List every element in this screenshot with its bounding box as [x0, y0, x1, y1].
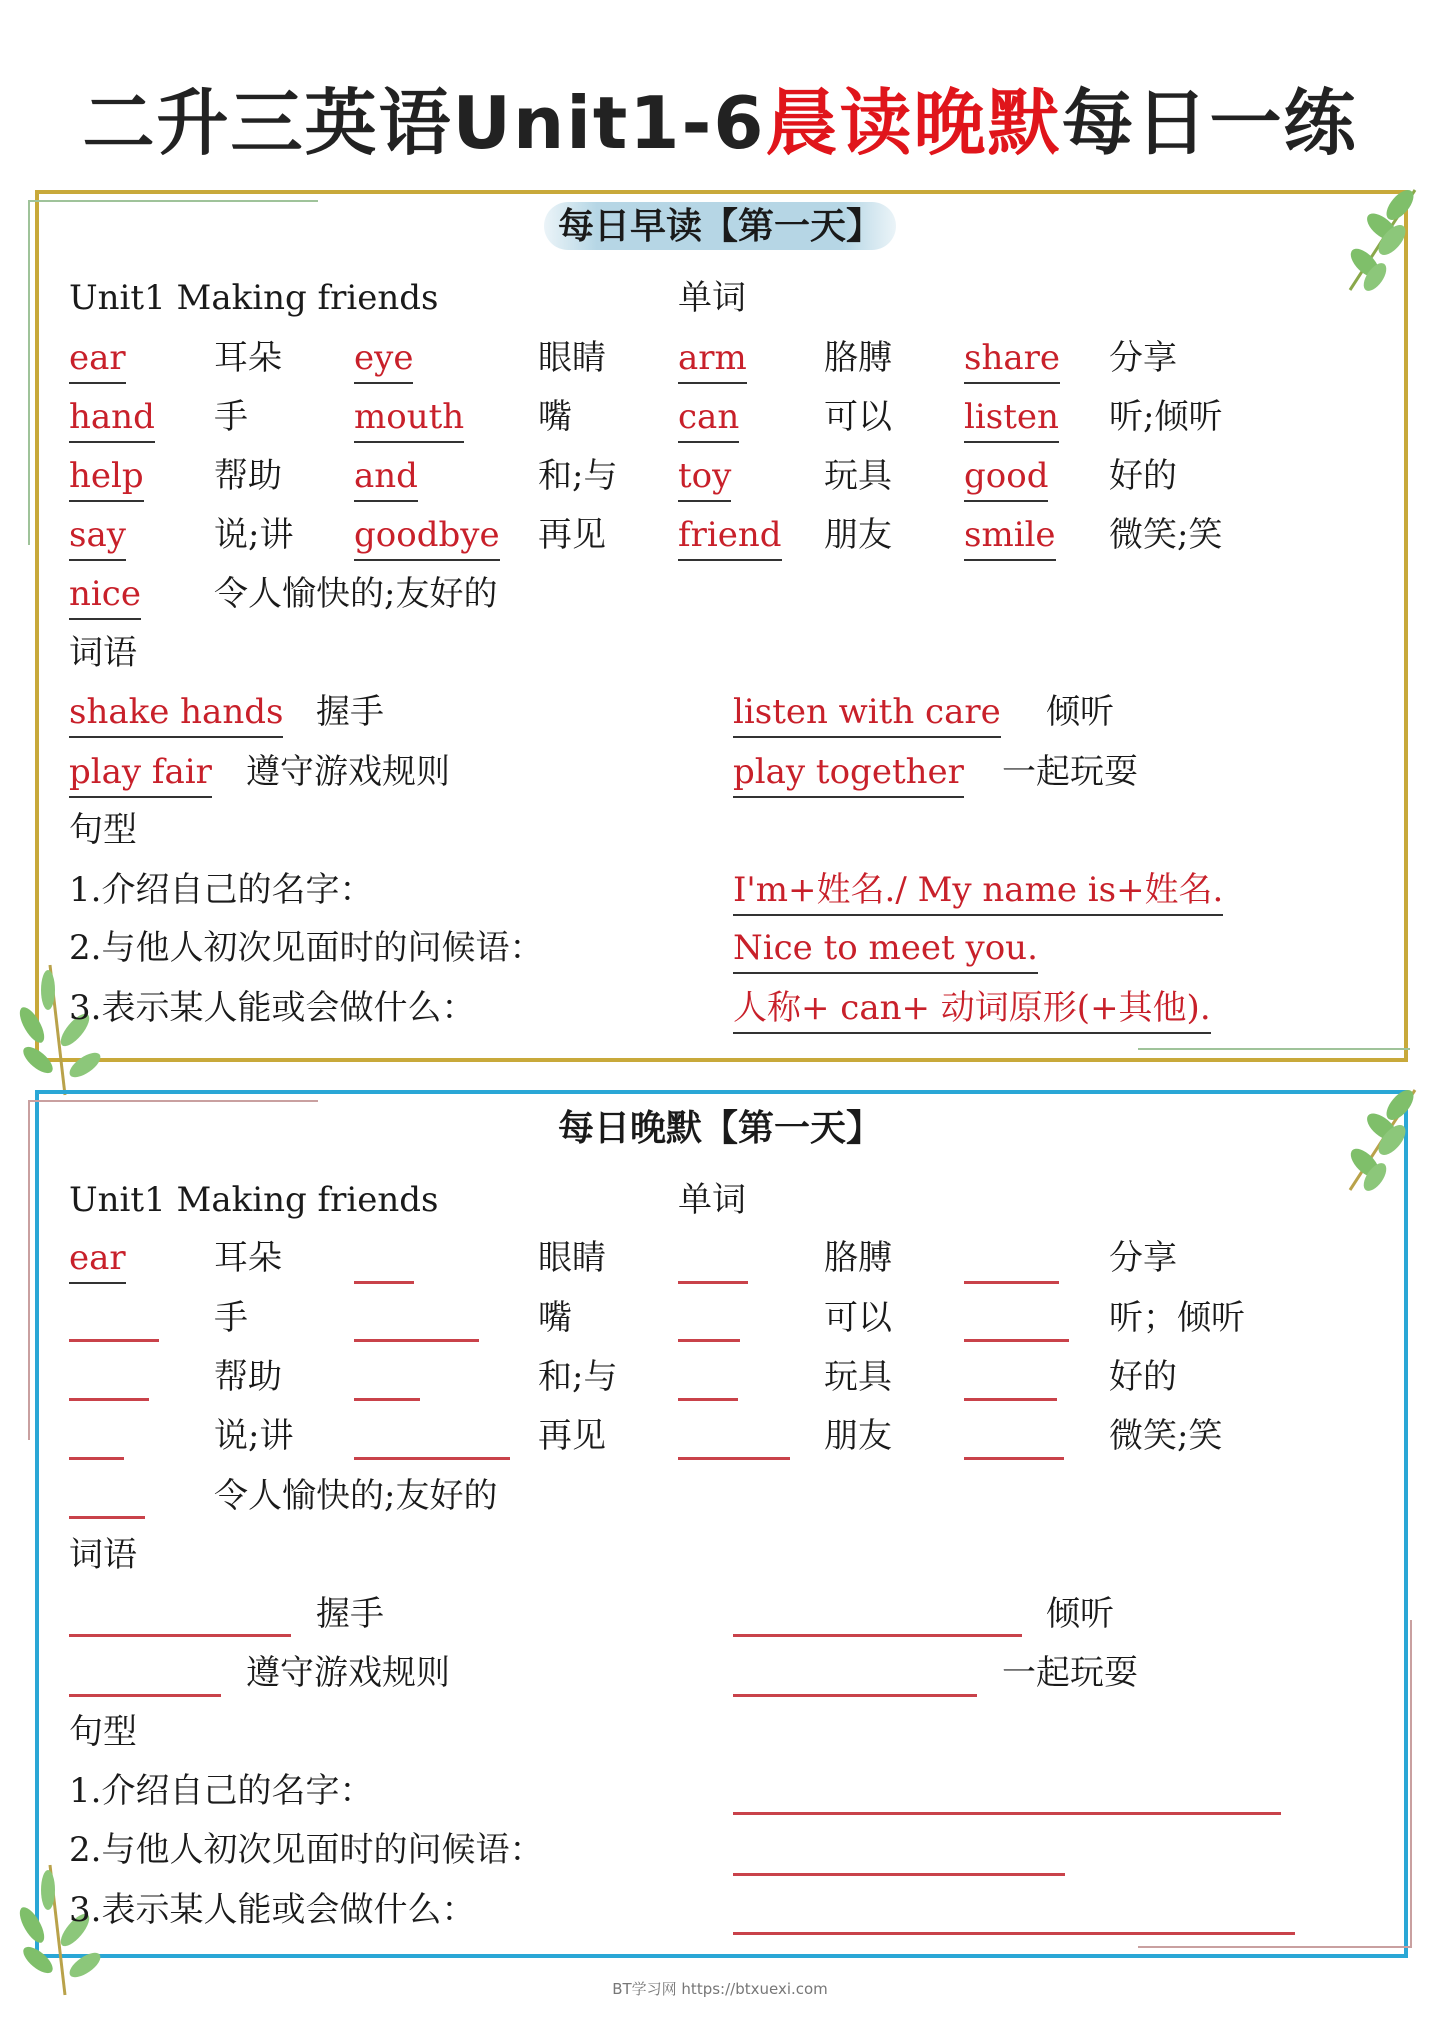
sentence-answer: 人称+ can+ 动词原形(+其他). [733, 986, 1211, 1034]
sentence-prompt: 1.介绍自己的名字： [69, 870, 374, 910]
word-en: toy [678, 454, 731, 502]
word-zh: 手 [214, 397, 248, 437]
word-en: friend [678, 513, 782, 561]
answer-blank[interactable] [733, 1634, 1022, 1637]
phrase-zh: 握手 [316, 1594, 384, 1634]
word-zh: 嘴 [538, 397, 572, 437]
word-zh: 听；倾听 [1109, 1298, 1245, 1338]
word-en: say [69, 513, 126, 561]
word-en: share [964, 336, 1060, 384]
page-title [0, 78, 1440, 168]
phrase-en: play together [733, 750, 964, 798]
word-en: arm [678, 336, 747, 384]
answer-blank[interactable] [354, 1339, 479, 1342]
word-en: nice [69, 572, 141, 620]
title-part-2-highlight: 晨读晚默 [765, 81, 1062, 165]
answer-blank[interactable] [678, 1457, 790, 1460]
word-zh: 玩具 [824, 456, 892, 496]
word-en: mouth [354, 395, 464, 443]
sentence-prompt: 3.表示某人能或会做什么： [69, 988, 476, 1028]
footer-watermark: BT学习网 https://btxuexi.com [612, 1980, 828, 1998]
sentence-answer: I'm+姓名./ My name is+姓名. [733, 868, 1223, 916]
phrase-zh: 一起玩耍 [1002, 752, 1138, 792]
answer-blank[interactable] [354, 1281, 414, 1284]
word-en: eye [354, 336, 413, 384]
sentences-label: 句型 [69, 1712, 137, 1752]
answer-blank[interactable] [964, 1281, 1059, 1284]
decor-line [1138, 1946, 1410, 1948]
phrases-label: 词语 [69, 633, 137, 673]
word-en: smile [964, 513, 1056, 561]
word-zh: 和;与 [538, 456, 618, 496]
word-zh: 再见 [538, 1416, 606, 1456]
answer-blank[interactable] [964, 1457, 1064, 1460]
answer-blank[interactable] [964, 1339, 1069, 1342]
word-zh: 胳膊 [824, 338, 892, 378]
word-zh: 再见 [538, 515, 606, 555]
word-en: hand [69, 395, 155, 443]
decor-line [28, 1100, 318, 1102]
word-zh: 令人愉快的;友好的 [214, 574, 498, 614]
answer-blank[interactable] [69, 1457, 124, 1460]
word-en: and [354, 454, 418, 502]
word-zh: 听;倾听 [1109, 397, 1223, 437]
word-zh: 手 [214, 1298, 248, 1338]
word-zh: 好的 [1109, 456, 1177, 496]
answer-blank[interactable] [678, 1398, 738, 1401]
answer-blank[interactable] [354, 1398, 420, 1401]
word-en: ear [69, 336, 126, 384]
sentence-prompt: 3.表示某人能或会做什么： [69, 1890, 476, 1930]
word-zh: 好的 [1109, 1357, 1177, 1397]
answer-blank[interactable] [678, 1281, 748, 1284]
answer-blank[interactable] [964, 1398, 1057, 1401]
word-zh: 耳朵 [214, 338, 282, 378]
leaf-branch-icon [10, 960, 110, 1100]
word-zh: 和;与 [538, 1357, 618, 1397]
answer-blank[interactable] [678, 1339, 740, 1342]
answer-blank[interactable] [733, 1812, 1281, 1815]
word-zh: 令人愉快的;友好的 [214, 1476, 498, 1516]
phrase-en: listen with care [733, 690, 1001, 738]
answer-blank[interactable] [733, 1873, 1065, 1876]
word-zh: 说;讲 [214, 1416, 294, 1456]
decor-line [1138, 1048, 1410, 1050]
word-zh: 帮助 [214, 456, 282, 496]
answer-blank[interactable] [69, 1398, 149, 1401]
sentence-answer: Nice to meet you. [733, 926, 1038, 974]
sentence-prompt: 2.与他人初次见面时的问候语： [69, 928, 544, 968]
answer-blank[interactable] [69, 1694, 221, 1697]
word-en: help [69, 454, 144, 502]
word-zh: 朋友 [824, 1416, 892, 1456]
word-zh: 帮助 [214, 1357, 282, 1397]
word-zh: 朋友 [824, 515, 892, 555]
phrase-zh: 遵守游戏规则 [246, 752, 450, 792]
words-label: 单词 [678, 1180, 746, 1220]
word-zh: 分享 [1109, 1238, 1177, 1278]
sentence-prompt: 2.与他人初次见面时的问候语： [69, 1830, 544, 1870]
word-zh: 可以 [824, 397, 892, 437]
word-zh: 耳朵 [214, 1238, 282, 1278]
title-part-1: 二升三英语Unit1-6 [82, 81, 766, 165]
phrase-en: play fair [69, 750, 212, 798]
word-zh: 胳膊 [824, 1238, 892, 1278]
sentence-prompt: 1.介绍自己的名字： [69, 1771, 374, 1811]
word-en: listen [964, 395, 1059, 443]
unit-title: Unit1 Making friends [69, 278, 439, 318]
phrase-zh: 倾听 [1046, 1594, 1114, 1634]
word-zh: 嘴 [538, 1298, 572, 1338]
unit-title: Unit1 Making friends [69, 1180, 439, 1220]
word-zh: 微笑;笑 [1109, 515, 1223, 555]
phrase-zh: 倾听 [1046, 692, 1114, 732]
morning-header-label: 每日早读【第一天】 [544, 202, 896, 250]
word-zh: 微笑;笑 [1109, 1416, 1223, 1456]
word-zh: 眼睛 [538, 1238, 606, 1278]
phrase-en: shake hands [69, 690, 283, 738]
answer-blank[interactable] [733, 1694, 977, 1697]
word-zh: 玩具 [824, 1357, 892, 1397]
evening-header: 每日晚默【第一天】 [557, 1107, 882, 1149]
word-zh: 可以 [824, 1298, 892, 1338]
decor-line [28, 200, 30, 545]
word-zh: 分享 [1109, 338, 1177, 378]
title-part-3: 每日一练 [1061, 81, 1358, 165]
answer-blank[interactable] [69, 1339, 159, 1342]
word-zh: 说;讲 [214, 515, 294, 555]
word-en: good [964, 454, 1048, 502]
phrase-zh: 遵守游戏规则 [246, 1653, 450, 1693]
word-en: can [678, 395, 739, 443]
answer-blank[interactable] [69, 1634, 291, 1637]
sentences-label: 句型 [69, 810, 137, 850]
answer-blank[interactable] [354, 1457, 510, 1460]
word-en: goodbye [354, 513, 500, 561]
example-word: ear [69, 1236, 126, 1284]
words-label: 单词 [678, 278, 746, 318]
phrases-label: 词语 [69, 1535, 137, 1575]
phrase-zh: 一起玩耍 [1002, 1653, 1138, 1693]
phrase-zh: 握手 [316, 692, 384, 732]
decor-line [1410, 1620, 1412, 1948]
word-zh: 眼睛 [538, 338, 606, 378]
answer-blank[interactable] [733, 1932, 1295, 1935]
answer-blank[interactable] [69, 1516, 145, 1519]
morning-header [0, 202, 1440, 250]
